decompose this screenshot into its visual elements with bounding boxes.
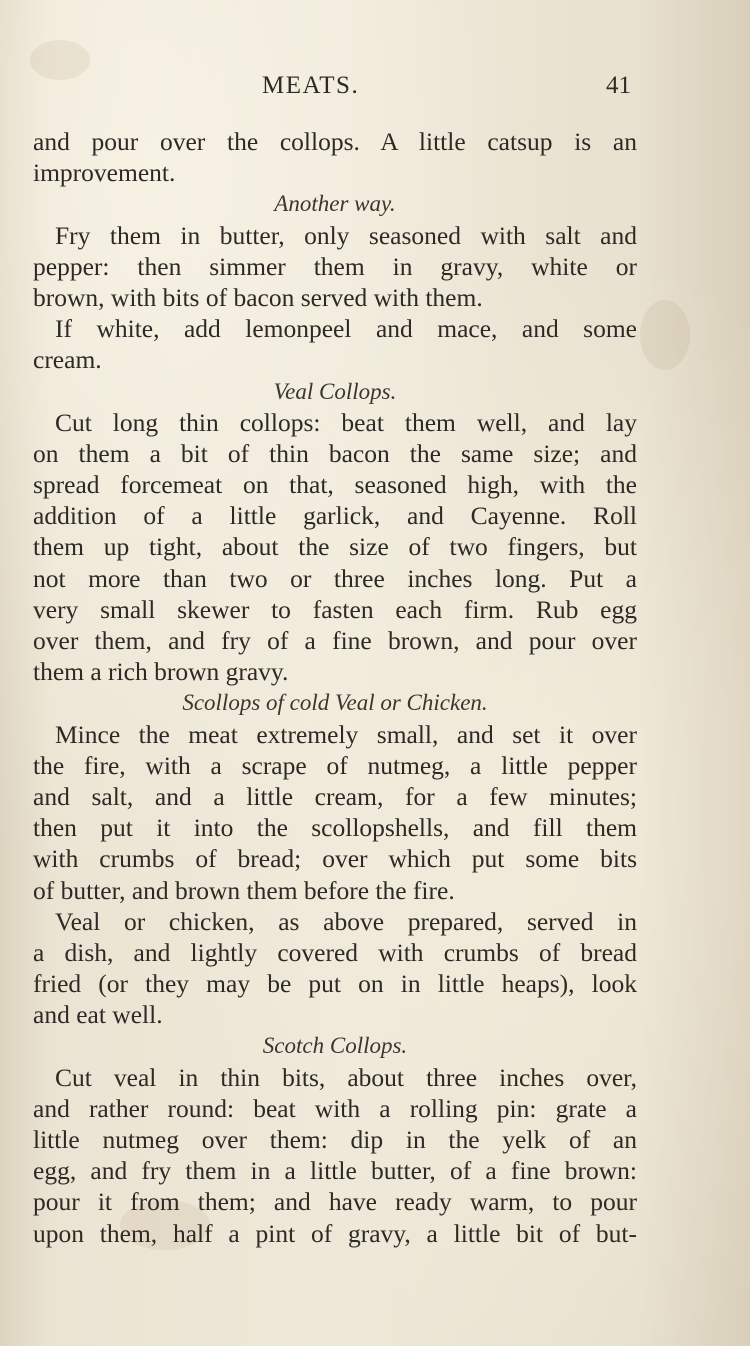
- text-line: cream.: [33, 345, 102, 375]
- text-line: upon them, half a pint of gravy, a little bit of but-: [33, 1218, 637, 1248]
- text-line: over them, and fry of a fine brown, and pour over: [33, 626, 637, 655]
- text-line: spread forcemeat on that, seasoned high, with the: [33, 470, 637, 500]
- text-line: and pour over the collops. A little catsup is an: [33, 127, 637, 156]
- text-line: very small skewer to fasten each firm. Rub egg: [33, 594, 637, 624]
- text-line: addition of a little garlick, and Cayenne. Roll: [33, 501, 637, 531]
- text-line: Fry them in butter, only seasoned with salt and: [55, 220, 637, 250]
- text-line: pepper: then simmer them in gravy, white or: [33, 251, 637, 281]
- running-head: MEATS.: [262, 72, 360, 99]
- text-line: little nutmeg over them: dip in the yelk of an: [33, 1125, 637, 1154]
- section-heading: Veal Collops.: [273, 378, 397, 404]
- text-line: Veal or chicken, as above prepared, served in: [55, 906, 637, 936]
- text-line: then put it into the scollopshells, and fill them: [33, 813, 637, 843]
- text-line: egg, and fry them in a little butter, of a fine brown:: [33, 1156, 637, 1186]
- section-heading: Scotch Collops.: [262, 1033, 408, 1059]
- page-text: [33, 126, 637, 1249]
- text-line: Cut long thin collops: beat them well, and lay: [55, 407, 637, 437]
- section-heading: Another way.: [274, 191, 396, 217]
- text-line: on them a bit of thin bacon the same size; and: [33, 438, 637, 468]
- text-line: of butter, and brown them before the fire.: [33, 875, 455, 905]
- text-line: fried (or they may be put on in little heaps), look: [33, 969, 637, 999]
- text-line: brown, with bits of bacon served with them.: [33, 282, 483, 312]
- text-line: Cut veal in thin bits, about three inches over,: [55, 1062, 637, 1092]
- page-header: [0, 68, 750, 108]
- paper-stain: [640, 300, 690, 370]
- section-heading: Scollops of cold Veal or Chicken.: [182, 690, 488, 716]
- text-line: the fire, with a scrape of nutmeg, a little pepper: [33, 750, 637, 780]
- text-line: not more than two or three inches long. Put a: [33, 563, 637, 593]
- text-line: If white, add lemonpeel and mace, and some: [55, 314, 637, 344]
- text-line: with crumbs of bread; over which put some bits: [33, 844, 637, 874]
- page-number: 41: [606, 72, 631, 99]
- text-line: and eat well.: [33, 1000, 163, 1030]
- text-line: improvement.: [33, 158, 176, 188]
- text-line: and salt, and a little cream, for a few minutes;: [33, 781, 637, 811]
- text-line: them a rich brown gravy.: [33, 657, 289, 687]
- text-line: a dish, and lightly covered with crumbs of bread: [33, 937, 637, 967]
- text-line: Mince the meat extremely small, and set it over: [55, 719, 637, 749]
- text-line: and rather round: beat with a rolling pin: grate a: [33, 1093, 637, 1123]
- text-line: pour it from them; and have ready warm, to pour: [33, 1187, 637, 1217]
- text-line: them up tight, about the size of two fingers, but: [33, 532, 637, 562]
